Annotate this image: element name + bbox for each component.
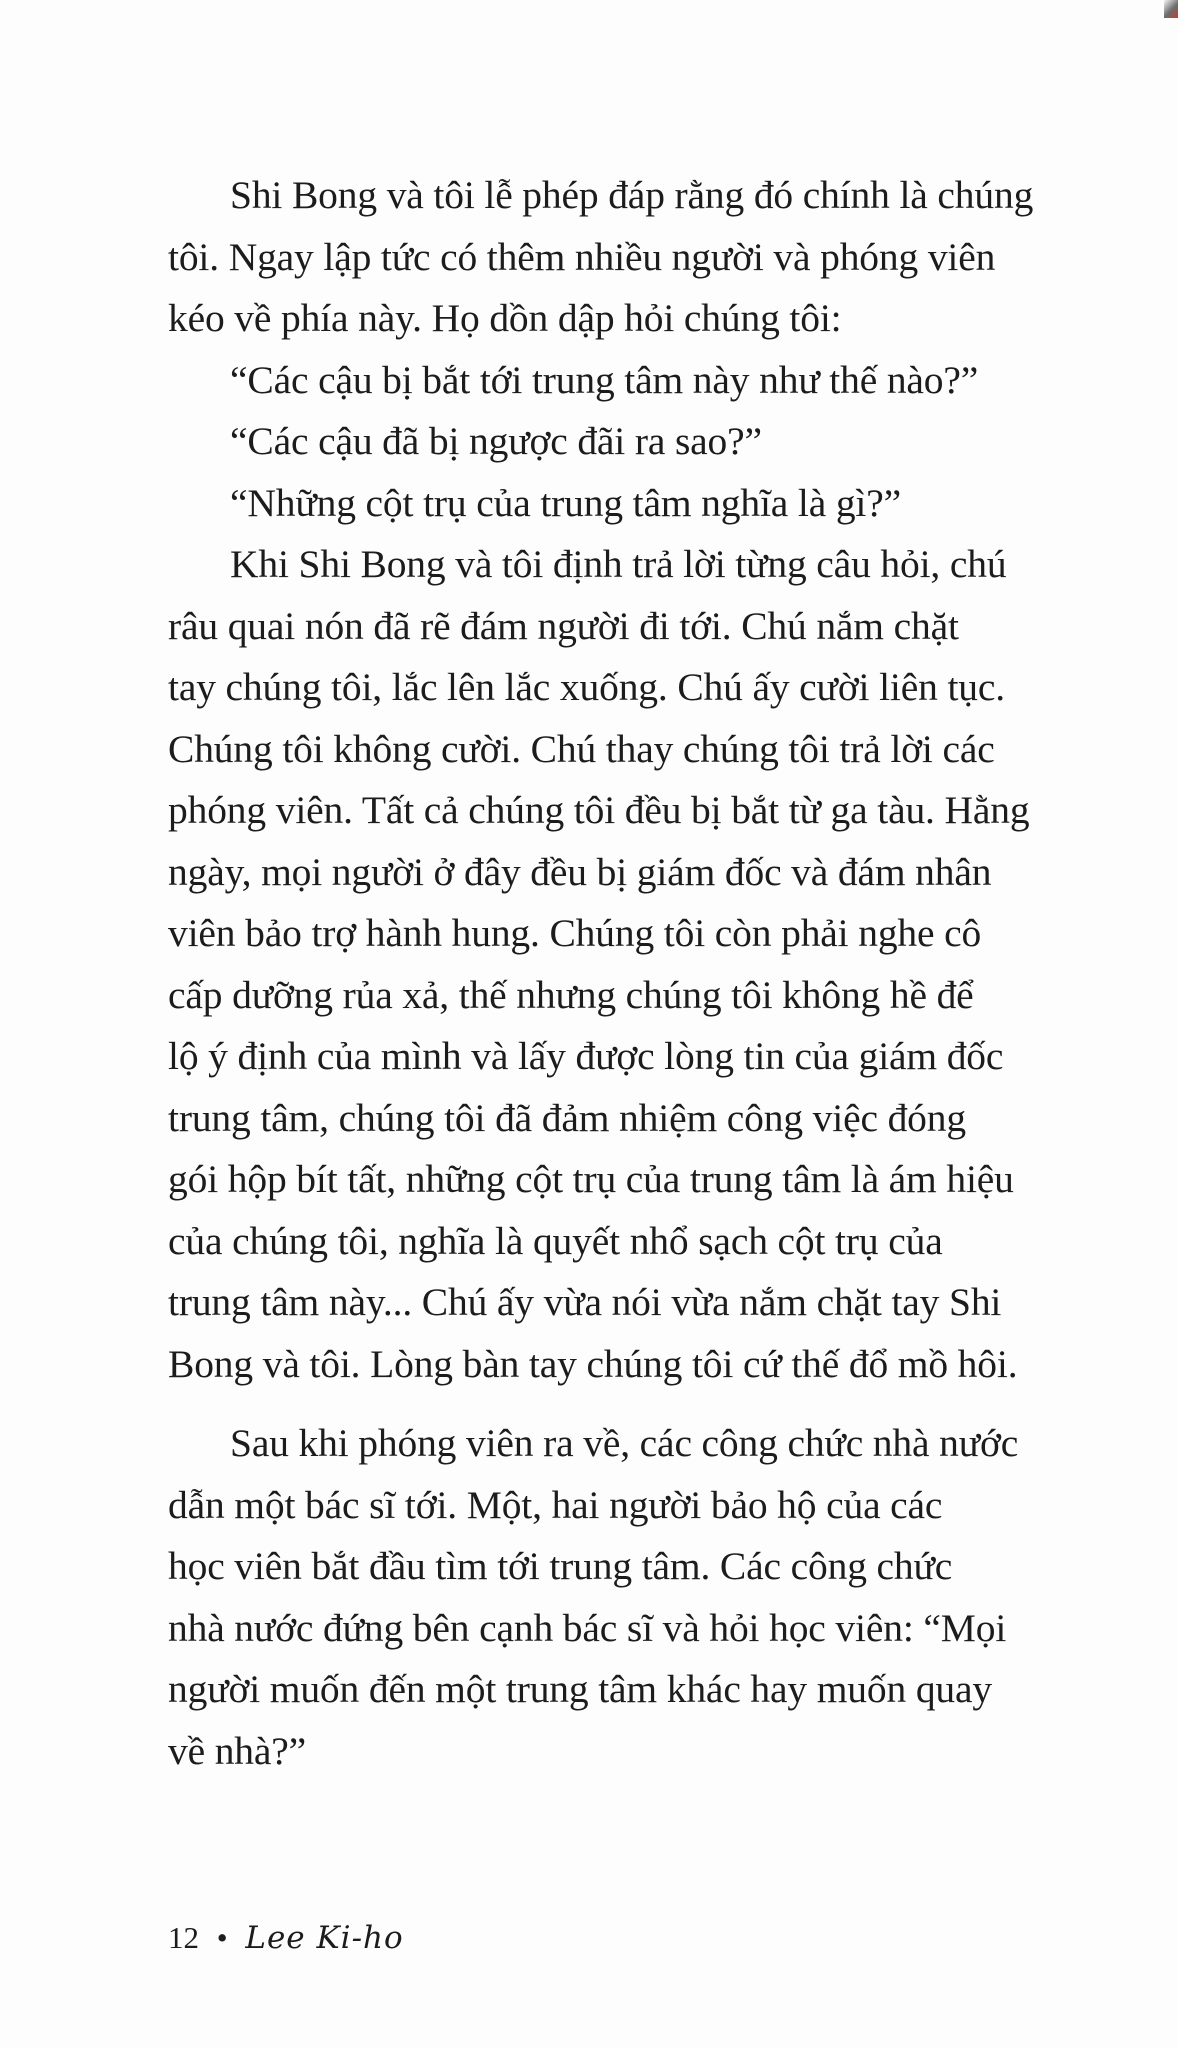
text-line: Shi Bong và tôi lễ phép đáp rằng đó chính là chúng [230,173,1034,217]
page-number: 12 [168,1920,199,1955]
paragraph-4-quote [168,473,1080,535]
text-line: viên bảo trợ hành hung. Chúng tôi còn phải nghe cô [168,911,982,955]
text-line: gói hộp bít tất, những cột trụ của trung tâm là ám hiệu [168,1157,1014,1201]
footer-separator: • [216,1920,228,1955]
running-author-name: Lee Ki-ho [245,1920,404,1956]
text-line: kéo về phía này. Họ dồn dập hỏi chúng tôi: [168,296,842,340]
text-line: tay chúng tôi, lắc lên lắc xuống. Chú ấy cười liên tục. [168,665,1005,709]
paragraph-3-quote [168,411,1080,473]
text-line: “Các cậu đã bị ngược đãi ra sao?” [230,419,762,463]
text-line: “Các cậu bị bắt tới trung tâm này như thế nào?” [230,357,979,402]
text-line: tôi. Ngay lập tức có thêm nhiều người và phóng viên [168,234,996,279]
text-line: dẫn một bác sĩ tới. Một, hai người bảo hộ của các [168,1482,943,1527]
text-line: học viên bắt đầu tìm tới trung tâm. Các công chức [168,1544,953,1588]
paragraph-1 [168,165,1080,350]
text-line: phóng viên. Tất cả chúng tôi đều bị bắt từ ga tàu. Hằng [168,788,1030,832]
text-line: của chúng tôi, nghĩa là quyết nhổ sạch cột trụ của [168,1218,943,1263]
paragraph-2-quote [168,350,1080,412]
text-line: “Những cột trụ của trung tâm nghĩa là gì?” [230,480,902,525]
text-line: nhà nước đứng bên cạnh bác sĩ và hỏi học viên: “Mọi [168,1605,1007,1650]
text-line: Sau khi phóng viên ra về, các công chức nhà nước [230,1421,1019,1465]
text-line: người muốn đến một trung tâm khác hay muốn quay [168,1667,993,1711]
page-footer [168,1918,404,1958]
text-line: ngày, mọi người ở đây đều bị giám đốc và đám nhân [168,849,992,894]
text-line: lộ ý định của mình và lấy được lòng tin của giám đốc [168,1034,1004,1078]
body-text [168,165,1080,1782]
text-line: trung tâm này... Chú ấy vừa nói vừa nắm chặt tay Shi [168,1280,1002,1324]
text-line: về nhà?” [168,1728,307,1773]
text-line: Khi Shi Bong và tôi định trả lời từng câu hỏi, chú [230,542,1007,586]
text-line: râu quai nón đã rẽ đám người đi tới. Chú nắm chặt [168,603,959,648]
text-line: cấp dưỡng rủa xả, thế nhưng chúng tôi không hề để [168,972,974,1017]
paragraph-5 [168,534,1080,1395]
paragraph-6 [168,1413,1080,1782]
page-corner-mark [1164,0,1178,18]
text-line: Bong và tôi. Lòng bàn tay chúng tôi cứ thế đổ mồ hôi. [168,1341,1018,1386]
text-line: trung tâm, chúng tôi đã đảm nhiệm công việc đóng [168,1095,966,1140]
text-line: Chúng tôi không cười. Chú thay chúng tôi trả lời các [168,726,995,771]
